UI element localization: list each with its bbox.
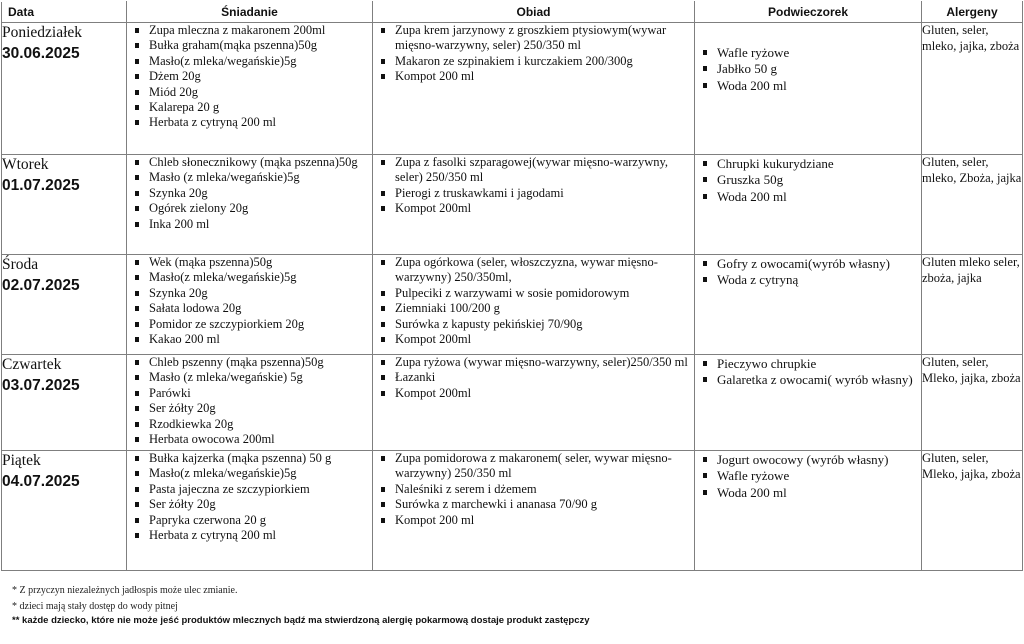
lunch-item: Surówka z marchewki i ananasa 70/90 g: [373, 497, 690, 512]
breakfast-item: Inka 200 ml: [127, 217, 368, 232]
day-name: Poniedziałek: [2, 24, 83, 41]
day-date: 03.07.2025: [2, 377, 80, 394]
breakfast-cell: [127, 355, 373, 451]
header-breakfast: Śniadanie: [127, 2, 373, 23]
breakfast-item: Miód 20g: [127, 85, 368, 100]
snack-list: [695, 156, 921, 204]
breakfast-item: Ogórek zielony 20g: [127, 201, 368, 216]
lunch-item: Pierogi z truskawkami i jagodami: [373, 186, 690, 201]
day-row: [2, 23, 1023, 155]
snack-item: Wafle ryżowe: [695, 45, 917, 60]
breakfast-item: Masło(z mleka/wegańskie)5g: [127, 466, 368, 481]
header-snack: Podwieczorek: [695, 2, 922, 23]
lunch-item: Kompot 200ml: [373, 332, 690, 347]
lunch-item: Zupa ryżowa (wywar mięsno-warzywny, seler)250/350 ml: [373, 355, 690, 370]
breakfast-item: Papryka czerwona 20 g: [127, 513, 368, 528]
day-name: Środa: [2, 256, 39, 273]
snack-cell: [695, 355, 922, 451]
snack-list: [695, 45, 921, 93]
lunch-list: [373, 355, 694, 401]
day-cell: [2, 355, 127, 451]
header-allergens: Alergeny: [922, 2, 1023, 23]
lunch-cell: [373, 451, 695, 571]
breakfast-item: Masło(z mleka/wegańskie)5g: [127, 270, 368, 285]
day-date: 04.07.2025: [2, 473, 80, 490]
snack-list: [695, 256, 921, 288]
breakfast-cell: [127, 23, 373, 155]
snack-cell: [695, 451, 922, 571]
breakfast-item: Szynka 20g: [127, 286, 368, 301]
lunch-list: [373, 451, 694, 528]
snack-item: Woda 200 ml: [695, 189, 917, 204]
snack-item: Pieczywo chrupkie: [695, 356, 917, 371]
breakfast-item: Ser żółty 20g: [127, 401, 368, 416]
lunch-list: [373, 255, 694, 347]
snack-item: Galaretka z owocami( wyrób własny): [695, 372, 917, 387]
breakfast-item: Kalarepa 20 g: [127, 100, 368, 115]
day-row: [2, 451, 1023, 571]
lunch-item: Zupa ogórkowa (seler, włoszczyzna, wywar mięsno-warzywny) 250/350ml,: [373, 255, 690, 286]
allergens-cell: Gluten, seler, mleko, Zboża, jajka: [922, 155, 1023, 255]
day-row: [2, 255, 1023, 355]
day-name: Piątek: [2, 452, 41, 469]
breakfast-item: Herbata z cytryną 200 ml: [127, 528, 368, 543]
lunch-cell: [373, 155, 695, 255]
breakfast-item: Chleb pszenny (mąka pszenna)50g: [127, 355, 368, 370]
weekly-menu-table: [1, 1, 1023, 571]
header-row: [2, 2, 1023, 23]
snack-item: Woda z cytryną: [695, 272, 917, 287]
snack-item: Woda 200 ml: [695, 78, 917, 93]
day-date: 02.07.2025: [2, 277, 80, 294]
snack-list: [695, 452, 921, 500]
allergens-cell: Gluten mleko seler, zboża, jajka: [922, 255, 1023, 355]
allergens-cell: Gluten, seler, mleko, jajka, zboża: [922, 23, 1023, 155]
snack-list: [695, 356, 921, 388]
day-cell: [2, 155, 127, 255]
breakfast-item: Zupa mleczna z makaronem 200ml: [127, 23, 368, 38]
lunch-item: Kompot 200 ml: [373, 513, 690, 528]
breakfast-item: Pasta jajeczna ze szczypiorkiem: [127, 482, 368, 497]
day-cell: [2, 451, 127, 571]
day-date: 01.07.2025: [2, 177, 80, 194]
breakfast-item: Wek (mąka pszenna)50g: [127, 255, 368, 270]
breakfast-list: [127, 255, 372, 347]
lunch-item: Makaron ze szpinakiem i kurczakiem 200/300g: [373, 54, 690, 69]
breakfast-list: [127, 23, 372, 131]
breakfast-item: Dżem 20g: [127, 69, 368, 84]
lunch-list: [373, 155, 694, 217]
breakfast-cell: [127, 155, 373, 255]
breakfast-cell: [127, 255, 373, 355]
snack-item: Wafle ryżowe: [695, 468, 917, 483]
footnote-substitute-product: ** każde dziecko, które nie może jeść produktów mlecznych bądź ma stwierdzoną alergię pokarmową dostaje produkt zastępczy: [12, 615, 590, 626]
snack-cell: [695, 23, 922, 155]
day-row: [2, 155, 1023, 255]
lunch-item: Pulpeciki z warzywami w sosie pomidorowym: [373, 286, 690, 301]
breakfast-list: [127, 155, 372, 232]
breakfast-item: Kakao 200 ml: [127, 332, 368, 347]
snack-item: Gruszka 50g: [695, 172, 917, 187]
breakfast-item: Masło(z mleka/wegańskie)5g: [127, 54, 368, 69]
breakfast-list: [127, 355, 372, 447]
day-cell: [2, 23, 127, 155]
breakfast-item: Rzodkiewka 20g: [127, 417, 368, 432]
lunch-cell: [373, 355, 695, 451]
snack-item: Gofry z owocami(wyrób własny): [695, 256, 917, 271]
lunch-item: Ziemniaki 100/200 g: [373, 301, 690, 316]
snack-item: Jabłko 50 g: [695, 61, 917, 76]
breakfast-item: Sałata lodowa 20g: [127, 301, 368, 316]
day-name: Czwartek: [2, 356, 62, 373]
lunch-item: Łazanki: [373, 370, 690, 385]
breakfast-item: Szynka 20g: [127, 186, 368, 201]
day-name: Wtorek: [2, 156, 49, 173]
allergens-cell: Gluten, seler, Mleko, jajka, zboża: [922, 451, 1023, 571]
breakfast-list: [127, 451, 372, 543]
breakfast-item: Masło (z mleka/wegańskie)5g: [127, 170, 368, 185]
snack-cell: [695, 155, 922, 255]
snack-cell: [695, 255, 922, 355]
lunch-cell: [373, 255, 695, 355]
day-row: [2, 355, 1023, 451]
breakfast-item: Bułka kajzerka (mąka pszenna) 50 g: [127, 451, 368, 466]
breakfast-item: Herbata z cytryną 200 ml: [127, 115, 368, 130]
breakfast-item: Bułka graham(mąka pszenna)50g: [127, 38, 368, 53]
lunch-cell: [373, 23, 695, 155]
snack-item: Chrupki kukurydziane: [695, 156, 917, 171]
breakfast-item: Parówki: [127, 386, 368, 401]
lunch-item: Kompot 200ml: [373, 201, 690, 216]
lunch-item: Zupa z fasolki szparagowej(wywar mięsno-warzywny, seler) 250/350 ml: [373, 155, 690, 186]
lunch-item: Zupa krem jarzynowy z groszkiem ptysiowym(wywar mięsno-warzywny, seler) 250/350 ml: [373, 23, 690, 54]
lunch-item: Kompot 200ml: [373, 386, 690, 401]
snack-item: Jogurt owocowy (wyrób własny): [695, 452, 917, 467]
breakfast-item: Chleb słonecznikowy (mąka pszenna)50g: [127, 155, 368, 170]
lunch-list: [373, 23, 694, 85]
lunch-item: Zupa pomidorowa z makaronem( seler, wywar mięsno-warzywny) 250/350 ml: [373, 451, 690, 482]
breakfast-item: Pomidor ze szczypiorkiem 20g: [127, 317, 368, 332]
allergens-cell: Gluten, seler, Mleko, jajka, zboża: [922, 355, 1023, 451]
lunch-item: Surówka z kapusty pekińskiej 70/90g: [373, 317, 690, 332]
breakfast-item: Herbata owocowa 200ml: [127, 432, 368, 447]
header-date: Data: [2, 2, 127, 23]
snack-item: Woda 200 ml: [695, 485, 917, 500]
day-date: 30.06.2025: [2, 45, 80, 62]
header-lunch: Obiad: [373, 2, 695, 23]
footnote-menu-change: * Z przyczyn niezależnych jadłospis może ulec zmianie.: [12, 585, 238, 596]
lunch-item: Naleśniki z serem i dżemem: [373, 482, 690, 497]
footnote-water-access: * dzieci mają stały dostęp do wody pitnej: [12, 601, 178, 612]
breakfast-item: Masło (z mleka/wegańskie) 5g: [127, 370, 368, 385]
breakfast-item: Ser żółty 20g: [127, 497, 368, 512]
day-cell: [2, 255, 127, 355]
lunch-item: Kompot 200 ml: [373, 69, 690, 84]
breakfast-cell: [127, 451, 373, 571]
